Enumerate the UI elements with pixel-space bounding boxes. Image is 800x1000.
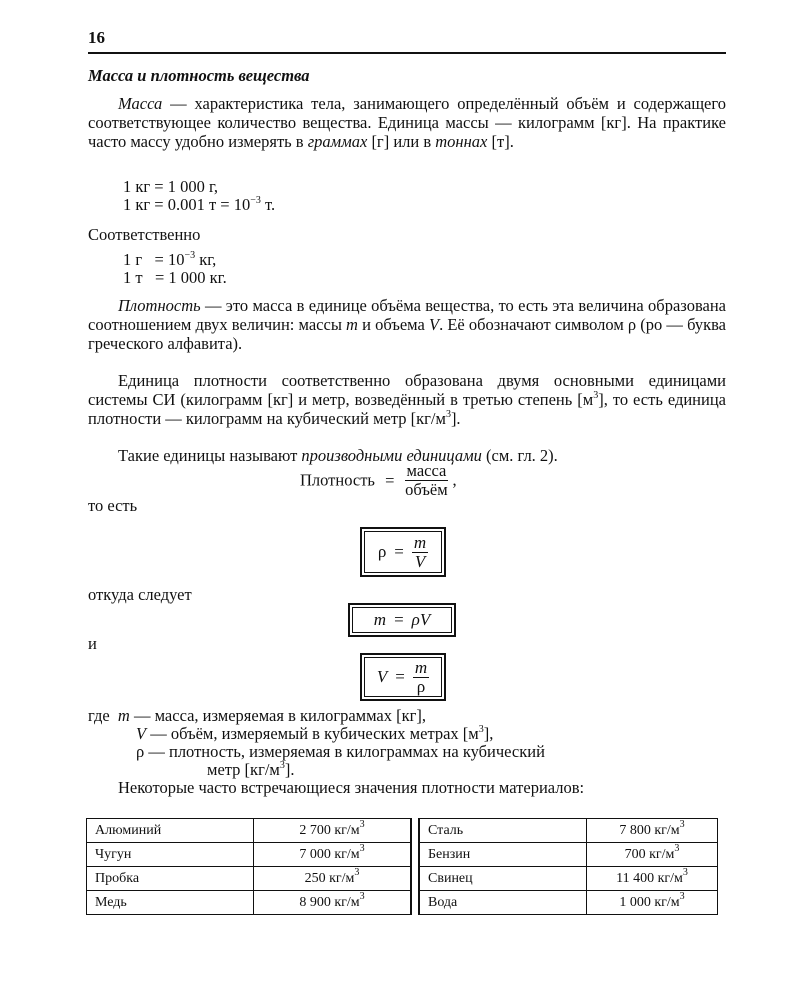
material-name: Алюминий [87, 819, 254, 843]
table-row [87, 843, 718, 867]
density-table [86, 818, 718, 915]
paragraph-density: Плотность — это масса в единице объёма вещества, то есть эта величина образована соотношением двух величин: массы m и объема V. Её обозначают символом ρ (ро — буква греческого алфавита). [88, 296, 726, 353]
material-name: Пробка [87, 867, 254, 891]
equation-kg-t: 1 кг = 0.001 $т = 10^{-3}$ т. [123, 195, 276, 214]
paragraph-density-values: Некоторые часто встречающиеся значения плотности материалов: [118, 778, 585, 797]
table-divider [411, 867, 419, 891]
material-name: Свинец [419, 867, 587, 891]
formula-mass-box: m = ρV [348, 603, 456, 637]
text-accordingly: Соответственно [88, 225, 201, 244]
formula-density-box: ρ = $\frac{m}{V}$ [360, 527, 446, 577]
table-divider [411, 891, 419, 915]
density-value: 2 700 $кг/м^3$ [254, 819, 412, 843]
term-density: Плотность [118, 296, 201, 315]
section-heading: Масса и плотность вещества [88, 66, 310, 85]
header-rule [88, 52, 726, 54]
density-word-equation: Плотность = $\frac{\text{масса}}{\text{объём}}$ , [300, 461, 457, 499]
equation-t-kg: 1 т = 1 000 кг. [123, 268, 227, 287]
legend-density-cont: метр $[кг/м^3]$. [207, 760, 295, 779]
table-divider [411, 819, 419, 843]
density-value: 1 000 $кг/м^3$ [587, 891, 718, 915]
material-name: Чугун [87, 843, 254, 867]
formula-volume-box: V = $\frac{m}{\rho}$ [360, 653, 446, 701]
text-that-is: то есть [88, 496, 138, 515]
legend-mass: где m — масса, измеряемая в килограммах [кг], [88, 706, 427, 725]
page-number: 16 [88, 28, 105, 47]
density-value: 7 000 $кг/м^3$ [254, 843, 412, 867]
paragraph-si-units: Единица плотности соответственно образована двумя основными единицами системы СИ (килограмм [кг] и метр, возведённый в третью степень $[м^3]$, то есть единица плотности — килограмм на кубический метр $[кг/м^3]$. [88, 371, 726, 428]
table-divider [411, 843, 419, 867]
density-value: 7 800 $кг/м^3$ [587, 819, 718, 843]
table-row [87, 867, 718, 891]
equation-g-kg: 1 $г = 10^{-3}$ кг, [123, 250, 217, 269]
text-whence: откуда следует [88, 585, 192, 604]
density-value: 700 $кг/м^3$ [587, 843, 718, 867]
material-name: Сталь [419, 819, 587, 843]
density-value: 250 $кг/м^3$ [254, 867, 412, 891]
paragraph-mass: Масса — характеристика тела, занимающего определённый объём и содержащего соответствующее количество вещества. Единица массы — килограмм [кг]. На практике часто массу удобно измерять в граммах [г] или в тоннах [т]. [88, 94, 726, 151]
equation-kg-g: 1 кг = 1 000 г, [123, 177, 218, 196]
table-row [87, 819, 718, 843]
text-and: и [88, 634, 97, 653]
material-name: Медь [87, 891, 254, 915]
legend-volume: V — объём, измеряемый в кубических метрах $[м^3]$, [136, 724, 494, 743]
legend-density: ρ — плотность, измеряемая в килограммах на кубический [136, 742, 545, 761]
table-row [87, 891, 718, 915]
term-mass: Масса [118, 94, 163, 113]
material-name: Вода [419, 891, 587, 915]
density-value: 8 900 $кг/м^3$ [254, 891, 412, 915]
material-name: Бензин [419, 843, 587, 867]
density-value: 11 400 $кг/м^3$ [587, 867, 718, 891]
paragraph-derived-units: Такие единицы называют производными единицами (см. гл. 2). [118, 446, 558, 465]
